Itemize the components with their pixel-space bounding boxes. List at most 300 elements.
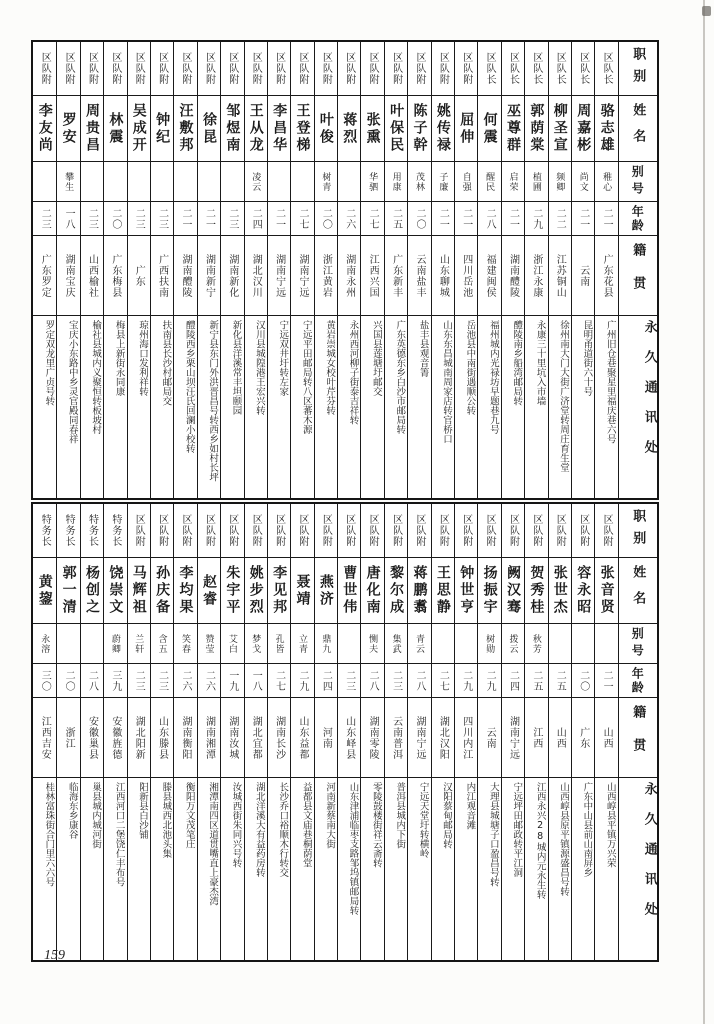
person-age-cell: 一九 <box>221 664 243 698</box>
person-age-cell: 二九 <box>291 664 313 698</box>
person-alias-cell <box>291 162 313 202</box>
person-native-cell: 湖南汝城 <box>221 698 243 778</box>
person-age-cell: 二六 <box>338 202 360 236</box>
person-name-cell: 吴成开 <box>128 96 150 162</box>
person-column <box>548 42 571 498</box>
person-name-cell: 容永昭 <box>572 558 594 624</box>
person-column <box>56 504 79 960</box>
person-column <box>454 504 477 960</box>
person-title-cell: 区队附 <box>221 42 243 96</box>
person-age-cell: 二三 <box>128 202 150 236</box>
person-name-cell: 杨创之 <box>81 558 103 624</box>
person-alias-cell: 茂林 <box>408 162 430 202</box>
person-title-cell: 区队附 <box>174 504 196 558</box>
person-alias-cell: 兰轩 <box>128 624 150 664</box>
person-native-cell: 浙江永康 <box>525 236 547 316</box>
person-alias-cell: 尚文 <box>572 162 594 202</box>
person-column <box>431 42 454 498</box>
person-alias-cell: 青云 <box>408 624 430 664</box>
person-native-cell: 湖北宜都 <box>245 698 267 778</box>
person-address-cell: 昆明甬道街六十号 <box>581 320 593 396</box>
person-native-cell: 云南 <box>478 698 500 778</box>
person-column <box>594 42 617 498</box>
header-column <box>618 42 657 498</box>
person-alias-cell <box>174 162 196 202</box>
person-column <box>360 504 383 960</box>
person-alias-cell: 赞莹 <box>198 624 220 664</box>
person-age-cell: 二五 <box>549 664 571 698</box>
person-column <box>337 42 360 498</box>
person-alias-cell: 树青 <box>315 162 337 202</box>
person-title-cell: 区队附 <box>385 42 407 96</box>
person-alias-cell: 孔皆 <box>268 624 290 664</box>
person-native-cell: 福建闽侯 <box>478 236 500 316</box>
person-address-cell: 宝庆小东路中乡灵官殿同春祥 <box>66 320 78 444</box>
person-age-cell: 二一 <box>595 202 617 236</box>
person-title-cell: 区队附 <box>291 504 313 558</box>
person-column <box>290 504 313 960</box>
person-title-cell: 区队长 <box>502 42 524 96</box>
person-native-cell: 云南盐丰 <box>408 236 430 316</box>
person-native-cell: 湖南宝庆 <box>57 236 79 316</box>
person-native-cell: 江西兴国 <box>361 236 383 316</box>
person-title-cell: 特务长 <box>104 504 126 558</box>
person-column <box>477 42 500 498</box>
person-name-cell: 扬振宇 <box>478 558 500 624</box>
person-age-cell: 二四 <box>502 664 524 698</box>
person-address-cell: 徐州南大门大街广济堂转周庄育生堂 <box>557 320 569 472</box>
person-name-cell: 姚步烈 <box>245 558 267 624</box>
person-native-cell: 广东花县 <box>595 236 617 316</box>
person-name-cell: 饶崇文 <box>104 558 126 624</box>
person-native-cell: 湖南长沙 <box>268 698 290 778</box>
person-title-cell: 区队附 <box>338 42 360 96</box>
person-age-cell: 二八 <box>478 202 500 236</box>
person-alias-cell <box>81 162 103 202</box>
person-name-cell: 巫尊群 <box>502 96 524 162</box>
person-column <box>431 504 454 960</box>
person-address-cell: 滕县城西北池头集 <box>160 782 172 858</box>
person-age-cell: 二八 <box>361 664 383 698</box>
person-native-cell: 广东罗定 <box>33 236 56 316</box>
person-alias-cell <box>151 162 173 202</box>
person-alias-cell <box>572 624 594 664</box>
person-native-cell: 云南普洱 <box>385 698 407 778</box>
person-native-cell: 湖北汉川 <box>245 236 267 316</box>
person-title-cell: 区队长 <box>549 42 571 96</box>
person-name-cell: 林震 <box>104 96 126 162</box>
person-address-cell: 益都县文庙巷桐荫堂 <box>300 782 312 868</box>
person-name-cell: 唐化南 <box>361 558 383 624</box>
person-age-cell: 二八 <box>408 664 430 698</box>
person-title-cell: 区队附 <box>502 504 524 558</box>
person-column <box>337 504 360 960</box>
person-address-cell: 罗定双龙里广贞号转 <box>43 320 55 406</box>
person-column <box>384 42 407 498</box>
page-number: 159 <box>44 948 65 963</box>
person-alias-cell: 植圃 <box>525 162 547 202</box>
person-age-cell: 二三 <box>385 664 407 698</box>
person-address-cell: 桂林富珠街合门里六六号 <box>43 782 55 887</box>
person-address-cell: 福州城内光禄坊早题巷九号 <box>487 320 499 434</box>
person-native-cell: 云南 <box>572 236 594 316</box>
person-column <box>314 42 337 498</box>
person-title-cell: 区队附 <box>174 42 196 96</box>
person-address-cell: 内江观音滩 <box>464 782 476 830</box>
person-alias-cell <box>595 624 617 664</box>
roster-table-top <box>31 40 659 500</box>
person-name-cell: 叶保民 <box>385 96 407 162</box>
person-age-cell: 二三 <box>151 202 173 236</box>
header-label-name: 姓名 <box>619 558 657 624</box>
scan-right-edge-line <box>703 0 705 1024</box>
person-column <box>150 504 173 960</box>
person-name-cell: 蒋鹏翥 <box>408 558 430 624</box>
header-label-native: 籍贯 <box>619 698 657 778</box>
person-name-cell: 张音贤 <box>595 558 617 624</box>
person-age-cell: 二五 <box>385 202 407 236</box>
person-column <box>501 42 524 498</box>
person-native-cell: 山西 <box>595 698 617 778</box>
person-name-cell: 李友尚 <box>33 96 56 162</box>
person-title-cell: 区队附 <box>385 504 407 558</box>
person-title-cell: 区队附 <box>245 42 267 96</box>
person-name-cell: 黄鋆 <box>33 558 56 624</box>
person-age-cell: 二一 <box>432 202 454 236</box>
person-address-cell: 广东中山县前山南屏乡 <box>581 782 593 877</box>
person-alias-cell: 拨云 <box>502 624 524 664</box>
person-native-cell: 浙江 <box>57 698 79 778</box>
person-address-cell: 衡阳万文茂笔庄 <box>183 782 195 849</box>
person-age-cell: 二四 <box>315 664 337 698</box>
person-alias-cell: 频卿 <box>549 162 571 202</box>
person-name-cell: 燕济 <box>315 558 337 624</box>
person-name-cell: 钟世亨 <box>455 558 477 624</box>
person-alias-cell: 自强 <box>455 162 477 202</box>
person-name-cell: 李见邦 <box>268 558 290 624</box>
person-address-cell: 宁远平田邮局转八区蕃木源 <box>300 320 312 434</box>
person-name-cell: 阙汉骞 <box>502 558 524 624</box>
header-label-address: 永久通讯处 <box>641 320 657 470</box>
person-address-cell: 江西永兴28城内元永生转 <box>534 782 546 899</box>
person-name-cell: 郭一清 <box>57 558 79 624</box>
person-title-cell: 区队附 <box>151 504 173 558</box>
person-address-cell: 山东东昌城南周家店转官桥口 <box>441 320 453 444</box>
person-native-cell: 江西吉安 <box>33 698 56 778</box>
person-alias-cell: 蔚卿 <box>104 624 126 664</box>
person-address-cell: 新化县洋溪常丰坦颐园 <box>230 320 242 415</box>
person-age-cell: 一八 <box>57 202 79 236</box>
person-column <box>524 42 547 498</box>
person-name-cell: 李昌华 <box>268 96 290 162</box>
person-name-cell: 蒋烈 <box>338 96 360 162</box>
person-name-cell: 张熏 <box>361 96 383 162</box>
person-column <box>80 42 103 498</box>
person-native-cell: 湖南宁远 <box>408 698 430 778</box>
person-address-cell: 湖北洋溪大有益药房转 <box>253 782 265 877</box>
person-alias-cell: 恻夫 <box>361 624 383 664</box>
person-name-cell: 郭荫棠 <box>525 96 547 162</box>
person-address-cell: 宁远双井圩转左家 <box>277 320 289 396</box>
person-column <box>571 504 594 960</box>
person-age-cell: 二八 <box>81 664 103 698</box>
person-native-cell: 湖南宁远 <box>502 698 524 778</box>
header-label-alias: 别号 <box>619 162 657 202</box>
header-label-address: 永久通讯处 <box>641 782 657 932</box>
person-age-cell: 二二 <box>549 202 571 236</box>
person-title-cell: 区队附 <box>595 504 617 558</box>
person-alias-cell <box>268 162 290 202</box>
person-column <box>220 42 243 498</box>
person-age-cell: 二〇 <box>315 202 337 236</box>
person-alias-cell: 笑春 <box>174 624 196 664</box>
person-native-cell: 广东梅县 <box>104 236 126 316</box>
person-address-cell: 零陵鼓楼街祥云斋转 <box>370 782 382 868</box>
person-alias-cell <box>338 162 360 202</box>
person-native-cell: 河南 <box>315 698 337 778</box>
person-native-cell: 湖南零陵 <box>361 698 383 778</box>
person-age-cell: 二三 <box>33 202 56 236</box>
person-age-cell: 二〇 <box>104 202 126 236</box>
person-address-cell: 山西崞县原平镇源盛昌号转 <box>557 782 569 896</box>
person-native-cell: 湖南湘潭 <box>198 698 220 778</box>
person-alias-cell: 用康 <box>385 162 407 202</box>
person-native-cell: 山东聊城 <box>432 236 454 316</box>
person-age-cell: 二七 <box>268 664 290 698</box>
person-native-cell: 山东益都 <box>291 698 313 778</box>
person-native-cell: 湖南新化 <box>221 236 243 316</box>
person-title-cell: 区队附 <box>408 42 430 96</box>
person-age-cell: 二一 <box>455 202 477 236</box>
header-label-alias: 别号 <box>619 624 657 664</box>
person-alias-cell: 醒民 <box>478 162 500 202</box>
person-title-cell: 区队附 <box>104 42 126 96</box>
person-name-cell: 曹世伟 <box>338 558 360 624</box>
person-column <box>33 42 56 498</box>
person-title-cell: 区队附 <box>81 42 103 96</box>
person-name-cell: 邹煜南 <box>221 96 243 162</box>
person-address-cell: 广州旧仓巷聚星里福庆巷六号 <box>604 320 616 444</box>
person-column <box>197 42 220 498</box>
person-title-cell: 区队附 <box>268 42 290 96</box>
person-column <box>314 504 337 960</box>
person-title-cell: 区队附 <box>432 504 454 558</box>
person-native-cell: 浙江黄岩 <box>315 236 337 316</box>
person-alias-cell: 永溶 <box>33 624 56 664</box>
person-native-cell: 湖南新宁 <box>198 236 220 316</box>
person-name-cell: 汪敷邦 <box>174 96 196 162</box>
person-alias-cell: 含五 <box>151 624 173 664</box>
person-age-cell: 二六 <box>198 664 220 698</box>
person-address-cell: 湘潭南四区道贯嘴直上豪杰湾 <box>207 782 219 906</box>
person-alias-cell: 集武 <box>385 624 407 664</box>
person-title-cell: 区队附 <box>455 42 477 96</box>
person-native-cell: 四川内江 <box>455 698 477 778</box>
person-title-cell: 区队附 <box>315 42 337 96</box>
person-address-cell: 梅县上新街永同康 <box>113 320 125 396</box>
person-name-cell: 屈伸 <box>455 96 477 162</box>
person-column <box>173 504 196 960</box>
person-title-cell: 区队附 <box>151 42 173 96</box>
person-alias-cell: 子廉 <box>432 162 454 202</box>
person-address-cell: 大理县城塘子口盈昌号转 <box>487 782 499 887</box>
person-column <box>267 42 290 498</box>
person-address-cell: 普洱县城内下街 <box>394 782 406 849</box>
person-address-cell: 醴陵南乡船湾邮局转 <box>511 320 523 406</box>
person-native-cell: 山西榆社 <box>81 236 103 316</box>
person-age-cell: 二〇 <box>57 664 79 698</box>
person-column <box>524 504 547 960</box>
person-alias-cell: 启荣 <box>502 162 524 202</box>
person-column <box>501 504 524 960</box>
person-column <box>407 504 430 960</box>
person-name-cell: 叶俊 <box>315 96 337 162</box>
person-title-cell: 区队附 <box>268 504 290 558</box>
person-address-cell: 黄岩崇城女校叶芹芬转 <box>324 320 336 415</box>
person-alias-cell: 立青 <box>291 624 313 664</box>
person-column <box>244 504 267 960</box>
person-age-cell: 一八 <box>245 664 267 698</box>
person-alias-cell <box>338 624 360 664</box>
person-age-cell: 二一 <box>268 202 290 236</box>
person-age-cell: 二三 <box>81 202 103 236</box>
person-alias-cell: 稚心 <box>595 162 617 202</box>
person-alias-cell: 攀生 <box>57 162 79 202</box>
header-column <box>618 504 657 960</box>
person-column <box>384 504 407 960</box>
person-title-cell: 特务长 <box>81 504 103 558</box>
person-address-cell: 山西崞县平镇万兴荣 <box>604 782 616 868</box>
person-native-cell: 湖南永州 <box>338 236 360 316</box>
person-name-cell: 赵睿 <box>198 558 220 624</box>
person-age-cell: 二五 <box>525 664 547 698</box>
person-address-cell: 岳池县中南街遇顺公转 <box>464 320 476 415</box>
person-age-cell: 二六 <box>174 664 196 698</box>
person-alias-cell <box>33 162 56 202</box>
person-column <box>360 42 383 498</box>
scan-corner-smudge <box>702 6 711 16</box>
person-address-cell: 扶南县长沙村邮局交 <box>160 320 172 406</box>
person-name-cell: 王思静 <box>432 558 454 624</box>
person-column <box>407 42 430 498</box>
person-title-cell: 区队附 <box>33 42 56 96</box>
person-address-cell: 兴国县莲塘圩邮交 <box>370 320 382 396</box>
person-age-cell: 二〇 <box>572 664 594 698</box>
person-native-cell: 安徽巢县 <box>81 698 103 778</box>
person-name-cell: 姚传禄 <box>432 96 454 162</box>
person-age-cell: 二〇 <box>408 202 430 236</box>
person-title-cell: 区队长 <box>595 42 617 96</box>
person-native-cell: 广东新丰 <box>385 236 407 316</box>
header-label-native: 籍贯 <box>619 236 657 316</box>
person-address-cell: 汉阳蔡甸邮局转 <box>441 782 453 849</box>
roster-table-bottom <box>31 502 659 962</box>
person-address-cell: 永康三十里坑入市墙 <box>534 320 546 406</box>
person-native-cell: 安徽旌德 <box>104 698 126 778</box>
person-column <box>594 504 617 960</box>
person-title-cell: 特务长 <box>33 504 56 558</box>
person-address-cell: 琼州海口发利祥转 <box>136 320 148 396</box>
person-address-cell: 宁远坪田邮政转平江洞 <box>511 782 523 877</box>
person-alias-cell <box>455 624 477 664</box>
person-native-cell: 山东峄县 <box>338 698 360 778</box>
person-age-cell: 二一 <box>174 202 196 236</box>
person-title-cell: 区队附 <box>291 42 313 96</box>
person-age-cell: 三〇 <box>33 664 56 698</box>
person-age-cell: 二七 <box>291 202 313 236</box>
person-age-cell: 二一 <box>502 202 524 236</box>
person-age-cell: 二九 <box>455 664 477 698</box>
person-alias-cell: 秋芳 <box>525 624 547 664</box>
person-name-cell: 王登梯 <box>291 96 313 162</box>
person-native-cell: 四川岳池 <box>455 236 477 316</box>
person-title-cell: 区队附 <box>245 504 267 558</box>
person-native-cell: 江西 <box>525 698 547 778</box>
person-alias-cell <box>549 624 571 664</box>
person-native-cell: 山东滕县 <box>151 698 173 778</box>
header-label-age: 年龄 <box>619 664 657 698</box>
person-age-cell: 三九 <box>104 664 126 698</box>
person-native-cell: 湖北汉阳 <box>432 698 454 778</box>
person-name-cell: 徐昆 <box>198 96 220 162</box>
person-age-cell: 二九 <box>525 202 547 236</box>
header-label-age: 年龄 <box>619 202 657 236</box>
person-title-cell: 区队附 <box>338 504 360 558</box>
person-name-cell: 马辉祖 <box>128 558 150 624</box>
person-title-cell: 区队附 <box>455 504 477 558</box>
person-name-cell: 黎尔成 <box>385 558 407 624</box>
person-native-cell: 广东 <box>128 236 150 316</box>
person-address-cell: 榆社县城内义聚恒转板坡村 <box>90 320 102 434</box>
person-native-cell: 江苏铜山 <box>549 236 571 316</box>
person-age-cell: 二三 <box>128 664 150 698</box>
person-address-cell: 广东英德东乡白沙市邮局转 <box>394 320 406 434</box>
person-title-cell: 区队附 <box>315 504 337 558</box>
person-name-cell: 罗安 <box>57 96 79 162</box>
person-column <box>127 42 150 498</box>
person-alias-cell: 鼎九 <box>315 624 337 664</box>
person-age-cell: 二一 <box>198 202 220 236</box>
person-column <box>220 504 243 960</box>
person-title-cell: 区队附 <box>198 42 220 96</box>
person-address-cell: 山东津浦临枣支路邹坞镇邮局转 <box>347 782 359 915</box>
person-title-cell: 区队附 <box>549 504 571 558</box>
person-native-cell: 湖南醴陵 <box>174 236 196 316</box>
person-column <box>267 504 290 960</box>
person-address-cell: 宁远天堂圩转横岭 <box>417 782 429 858</box>
person-title-cell: 区队附 <box>361 42 383 96</box>
person-native-cell: 湖南宁远 <box>291 236 313 316</box>
person-address-cell: 新宁县东门外洪晋昌号转西乡如村长坪 <box>207 320 219 482</box>
person-title-cell: 区队附 <box>128 42 150 96</box>
person-name-cell: 何震 <box>478 96 500 162</box>
header-label-rank: 职别 <box>619 42 657 96</box>
person-alias-cell <box>57 624 79 664</box>
person-address-cell: 汉川县城隍港王宏兴转 <box>253 320 265 415</box>
person-column <box>33 504 56 960</box>
person-name-cell: 聂靖 <box>291 558 313 624</box>
person-column <box>127 504 150 960</box>
person-alias-cell: 梦戈 <box>245 624 267 664</box>
person-alias-cell: 华驷 <box>361 162 383 202</box>
person-name-cell: 周嘉彬 <box>572 96 594 162</box>
person-name-cell: 周贵昌 <box>81 96 103 162</box>
person-title-cell: 区队长 <box>572 42 594 96</box>
person-column <box>290 42 313 498</box>
person-name-cell: 朱宇平 <box>221 558 243 624</box>
person-age-cell: 二三 <box>151 664 173 698</box>
person-address-cell: 汝城西街朱同兴号转 <box>230 782 242 868</box>
